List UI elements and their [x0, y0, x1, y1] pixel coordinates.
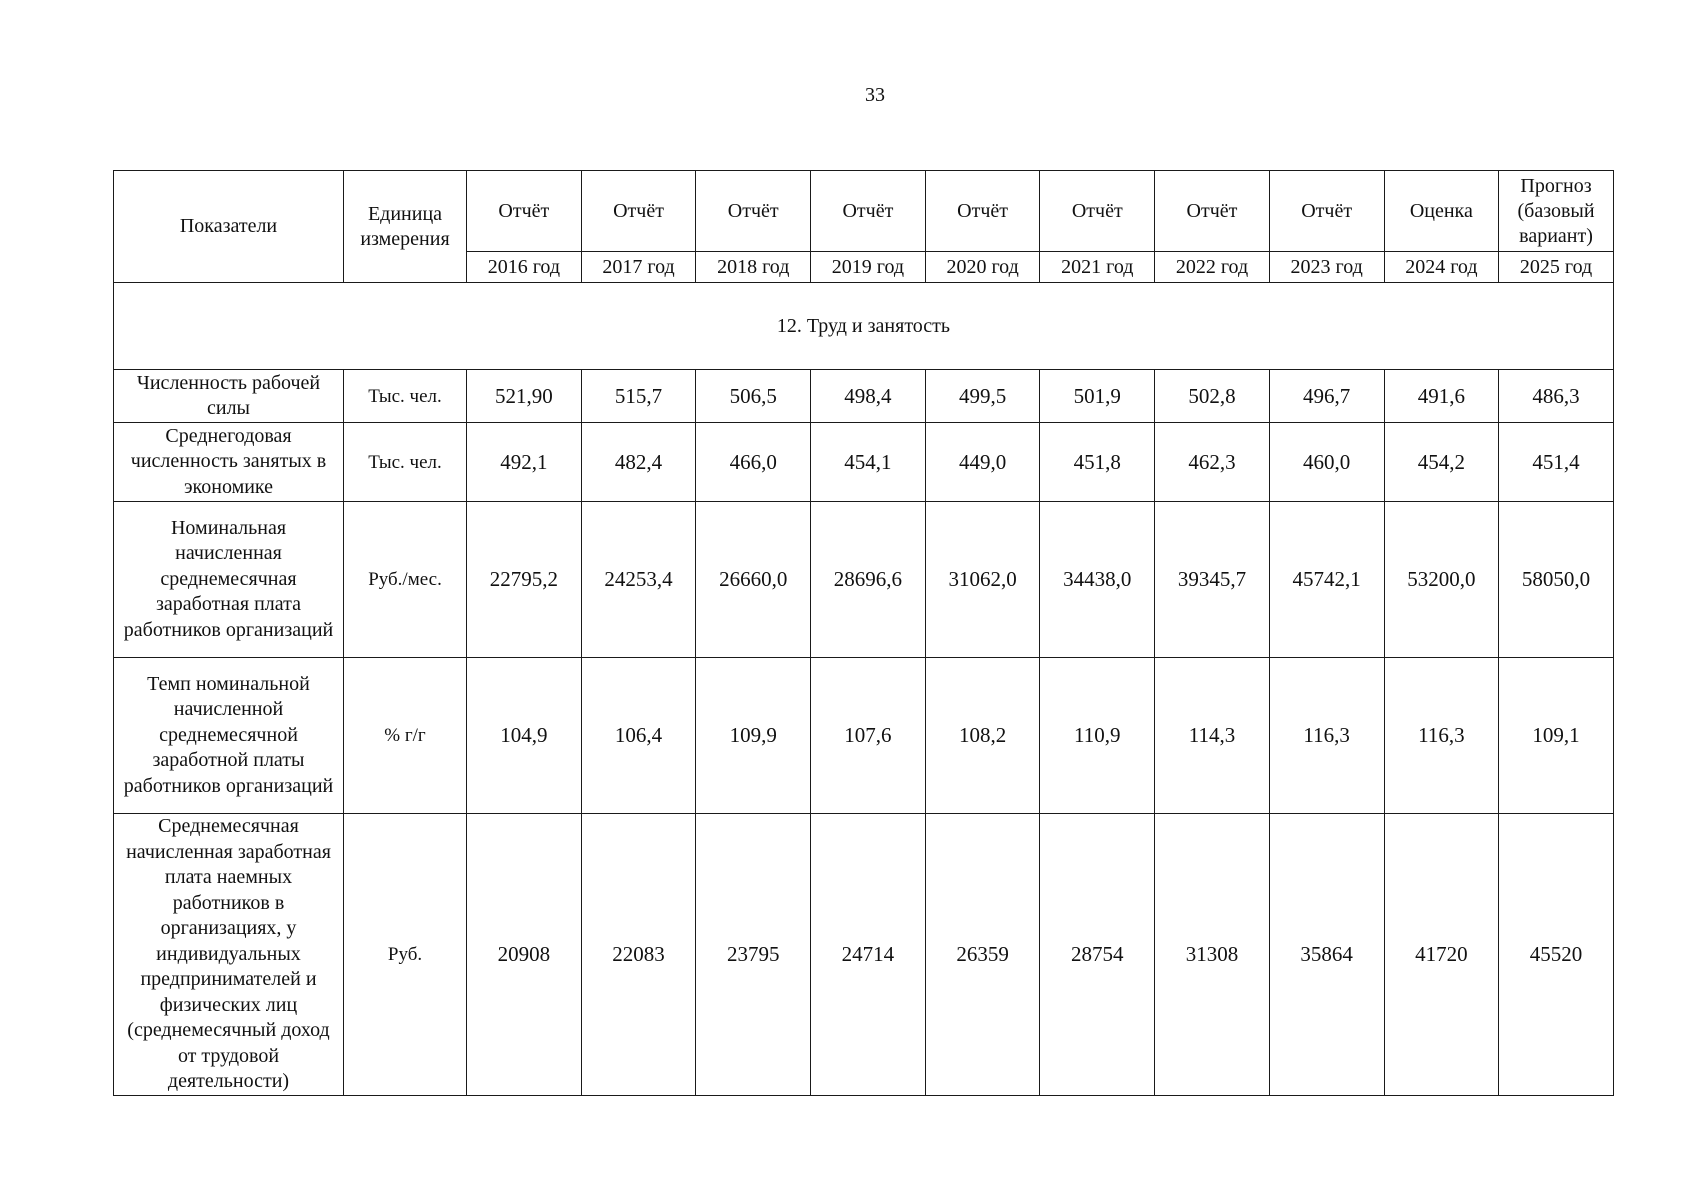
value-cell: 502,8 [1155, 370, 1270, 423]
value-cell: 451,4 [1499, 423, 1614, 502]
value-cell: 515,7 [581, 370, 696, 423]
value-cell: 26359 [925, 814, 1040, 1096]
value-cell: 496,7 [1269, 370, 1384, 423]
table-row [114, 502, 1614, 658]
header-year: 2022 год [1155, 252, 1270, 283]
value-cell: 109,1 [1499, 658, 1614, 814]
unit-cell: % г/г [344, 658, 467, 814]
value-cell: 34438,0 [1040, 502, 1155, 658]
value-cell: 53200,0 [1384, 502, 1499, 658]
header-year: 2024 год [1384, 252, 1499, 283]
unit-cell: Руб. [344, 814, 467, 1096]
unit-cell: Тыс. чел. [344, 370, 467, 423]
header-column-type: Отчёт [581, 171, 696, 252]
header-column-type: Отчёт [467, 171, 582, 252]
header-unit: Единица измерения [344, 171, 467, 283]
value-cell: 506,5 [696, 370, 811, 423]
header-indicator: Показатели [114, 171, 344, 283]
header-year: 2017 год [581, 252, 696, 283]
table-row [114, 423, 1614, 502]
value-cell: 110,9 [1040, 658, 1155, 814]
value-cell: 521,90 [467, 370, 582, 423]
value-cell: 20908 [467, 814, 582, 1096]
header-year: 2019 год [811, 252, 926, 283]
indicator-cell: Численность рабочей силы [114, 370, 344, 423]
value-cell: 58050,0 [1499, 502, 1614, 658]
section-row [114, 283, 1614, 370]
table-row [114, 814, 1614, 1096]
value-cell: 35864 [1269, 814, 1384, 1096]
value-cell: 449,0 [925, 423, 1040, 502]
value-cell: 22083 [581, 814, 696, 1096]
header-row [114, 171, 1614, 252]
header-column-type: Прогноз (базовый вариант) [1499, 171, 1614, 252]
header-column-type: Отчёт [925, 171, 1040, 252]
value-cell: 23795 [696, 814, 811, 1096]
unit-cell: Тыс. чел. [344, 423, 467, 502]
value-cell: 108,2 [925, 658, 1040, 814]
value-cell: 31308 [1155, 814, 1270, 1096]
value-cell: 460,0 [1269, 423, 1384, 502]
header-year: 2020 год [925, 252, 1040, 283]
header-column-type: Отчёт [696, 171, 811, 252]
labor-employment-table [113, 170, 1614, 1096]
value-cell: 482,4 [581, 423, 696, 502]
table-row [114, 370, 1614, 423]
value-cell: 492,1 [467, 423, 582, 502]
header-column-type: Отчёт [1269, 171, 1384, 252]
value-cell: 26660,0 [696, 502, 811, 658]
value-cell: 31062,0 [925, 502, 1040, 658]
value-cell: 22795,2 [467, 502, 582, 658]
value-cell: 501,9 [1040, 370, 1155, 423]
table-row [114, 658, 1614, 814]
value-cell: 486,3 [1499, 370, 1614, 423]
value-cell: 104,9 [467, 658, 582, 814]
value-cell: 28696,6 [811, 502, 926, 658]
unit-cell: Руб./мес. [344, 502, 467, 658]
value-cell: 116,3 [1269, 658, 1384, 814]
value-cell: 106,4 [581, 658, 696, 814]
header-year: 2025 год [1499, 252, 1614, 283]
indicator-cell: Среднегодовая численность занятых в экономике [114, 423, 344, 502]
value-cell: 454,1 [811, 423, 926, 502]
indicator-cell: Номинальная начисленная среднемесячная заработная плата работников организаций [114, 502, 344, 658]
value-cell: 109,9 [696, 658, 811, 814]
header-year: 2023 год [1269, 252, 1384, 283]
value-cell: 499,5 [925, 370, 1040, 423]
value-cell: 491,6 [1384, 370, 1499, 423]
header-year: 2021 год [1040, 252, 1155, 283]
header-year: 2016 год [467, 252, 582, 283]
value-cell: 462,3 [1155, 423, 1270, 502]
value-cell: 24714 [811, 814, 926, 1096]
indicator-cell: Среднемесячная начисленная заработная плата наемных работников в организациях, у индивидуальных предпринимателей и физических лиц (среднемесячный доход от трудовой деятельности) [114, 814, 344, 1096]
header-column-type: Отчёт [1040, 171, 1155, 252]
value-cell: 45520 [1499, 814, 1614, 1096]
value-cell: 451,8 [1040, 423, 1155, 502]
value-cell: 39345,7 [1155, 502, 1270, 658]
value-cell: 454,2 [1384, 423, 1499, 502]
value-cell: 114,3 [1155, 658, 1270, 814]
value-cell: 498,4 [811, 370, 926, 423]
header-column-type: Отчёт [1155, 171, 1270, 252]
value-cell: 45742,1 [1269, 502, 1384, 658]
value-cell: 466,0 [696, 423, 811, 502]
header-year: 2018 год [696, 252, 811, 283]
header-column-type: Отчёт [811, 171, 926, 252]
value-cell: 24253,4 [581, 502, 696, 658]
value-cell: 28754 [1040, 814, 1155, 1096]
section-title: 12. Труд и занятость [114, 283, 1614, 370]
indicator-cell: Темп номинальной начисленной среднемесячной заработной платы работников организаций [114, 658, 344, 814]
value-cell: 116,3 [1384, 658, 1499, 814]
value-cell: 107,6 [811, 658, 926, 814]
value-cell: 41720 [1384, 814, 1499, 1096]
page-number: 33 [865, 84, 885, 106]
header-column-type: Оценка [1384, 171, 1499, 252]
